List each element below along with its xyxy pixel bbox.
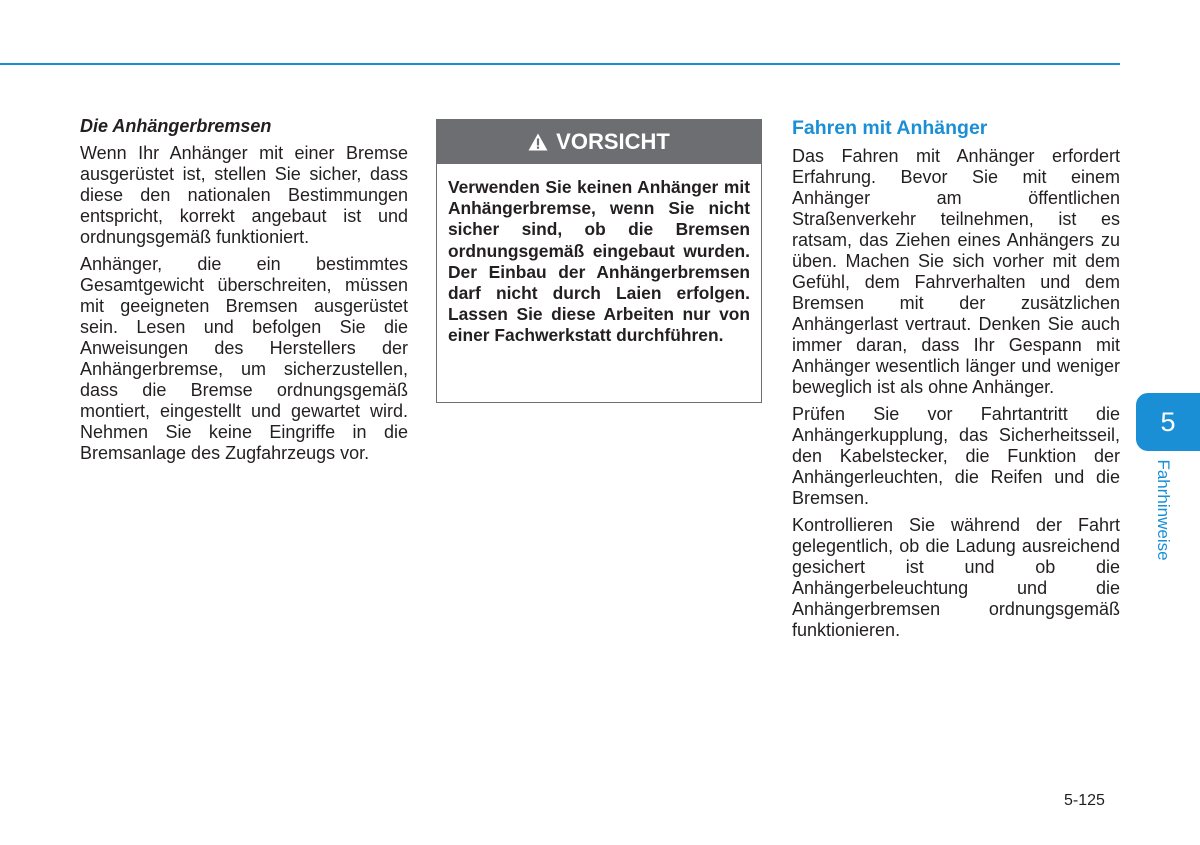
- paragraph: Prüfen Sie vor Fahrtantritt die Anhängerkupplung, das Sicherheitsseil, den Kabelstecker, die Funktion der Anhängerleuchten, die Reifen und die Bremsen.: [792, 404, 1120, 508]
- right-column: [792, 116, 1120, 647]
- warning-triangle-icon: [528, 133, 548, 151]
- chapter-label: Fahrhinweise: [1154, 459, 1173, 561]
- section-subheading: Die Anhängerbremsen: [80, 116, 272, 136]
- paragraph: Das Fahren mit Anhänger erfordert Erfahrung. Bevor Sie mit einem Anhänger am öffentlichen Straßenverkehr teilnehmen, ist es ratsam, das Ziehen eines Anhängers zu üben. Machen Sie sich vorher mit dem Gefühl, dem Fahrverhalten und dem Bremsen mit der zusätzlichen Anhängerlast vertraut. Denken Sie auch immer daran, dass Ihr Gespann mit Anhänger wesentlich länger und weniger beweglich ist als ohne Anhänger.: [792, 146, 1120, 397]
- section-heading: Fahren mit Anhänger: [792, 117, 988, 139]
- caution-title: VORSICHT: [556, 129, 670, 154]
- chapter-number: 5: [1160, 406, 1176, 437]
- paragraph: Kontrollieren Sie während der Fahrt gelegentlich, ob die Ladung ausreichend gesichert ist und ob die Anhängerbeleuchtung und die Anhängerbremsen ordnungsgemäß funktionieren.: [792, 515, 1120, 640]
- page-number: 5-125: [1064, 792, 1105, 809]
- top-rule: [0, 63, 1120, 65]
- paragraph: Anhänger, die ein bestimmtes Gesamtgewicht überschreiten, müssen mit geeigneten Bremsen ausgerüstet sein. Lesen und befolgen Sie die Anweisungen des Herstellers der Anhängerbremse, um sicherzustellen, dass die Bremse ordnungsgemäß montiert, eingestellt und gewartet wird. Nehmen Sie keine Eingriffe in die Bremsanlage des Zugfahrzeugs vor.: [80, 254, 408, 463]
- left-column: [80, 116, 408, 470]
- paragraph: Wenn Ihr Anhänger mit einer Bremse ausgerüstet ist, stellen Sie sicher, dass diese den nationalen Bestimmungen entspricht, korrekt angebaut ist und ordnungsgemäß funktioniert.: [80, 143, 408, 247]
- caution-box: [436, 119, 762, 403]
- caution-header: [437, 120, 761, 164]
- chapter-tab: [1136, 393, 1200, 451]
- caution-text: Verwenden Sie keinen Anhänger mit Anhängerbremse, wenn Sie nicht sicher sind, ob die Bremsen ordnungsgemäß eingebaut wurden. Der Einbau der Anhängerbremsen darf nicht durch Laien erfolgen. Lassen Sie diese Arbeiten nur von einer Fachwerkstatt durchführen.: [448, 177, 750, 346]
